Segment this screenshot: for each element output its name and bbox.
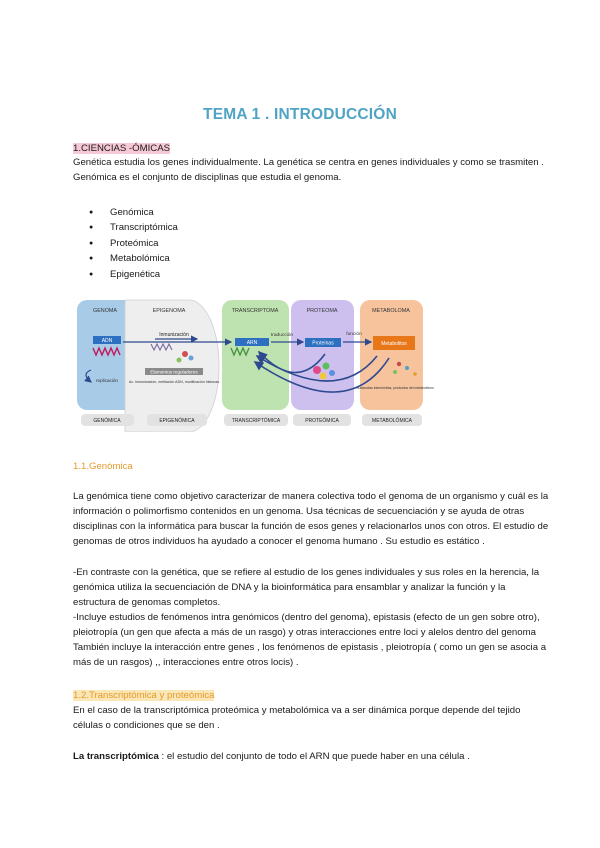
- epigenoma-panel: [125, 300, 219, 432]
- bottom-label: METABOLÓMICA: [372, 418, 412, 424]
- inmunizacion-label: Inmunización: [159, 332, 189, 338]
- omics-bullet-list: [73, 205, 178, 282]
- adn-label: ADN: [101, 338, 113, 344]
- definition-text: : el estudio del conjunto de todo el ARN que puede haber en una célula .: [158, 751, 470, 762]
- definition-term: La transcriptómica: [73, 751, 159, 762]
- paragraph-line: -En contraste con la genética, que se refiere al estudio de los genes individuales y sus roles en la herencia, la: [73, 567, 540, 578]
- column-title: PROTEOMA: [306, 308, 338, 314]
- proteinas-label: Proteínas: [312, 340, 334, 347]
- paragraph-line: En el caso de la transcriptómica proteómica y metabolómica va a ser dinámica porque depende del tejido: [73, 705, 521, 716]
- traduccion-label: traducción: [270, 333, 294, 338]
- section-heading-omicas: 1.CIENCIAS -ÓMICAS: [73, 143, 171, 154]
- paragraph-line: Genética estudia los genes individualmente. La genética se centra en genes individuales y como se trasmiten .: [73, 157, 544, 168]
- column-title: GENOMA: [93, 308, 117, 314]
- metabolome-note: Sustancias intermedias, productos del metabolismo: [356, 386, 434, 390]
- column-title: EPIGENOMA: [152, 308, 186, 314]
- list-item: ● Genómica: [73, 205, 178, 220]
- paragraph-line: La genómica tiene como objetivo caracterizar de manera colectiva todo el genoma de un organismo y cuál es la: [73, 491, 549, 502]
- list-item: ● Metabolómica: [73, 251, 178, 266]
- paragraph-line: También incluye la interacción entre genes , los fenómenos de epistasis , pleiotropía ( como un gen se asocia a: [73, 642, 547, 653]
- list-item: ● Proteómica: [73, 236, 178, 251]
- epigenome-note: Ac. Inmunización, metilación ADN, modificación histonas: [128, 380, 220, 384]
- definition-transcriptomica: [73, 750, 470, 765]
- paragraph-line: estructura de genomas completos.: [73, 597, 221, 608]
- omics-diagram: [77, 296, 434, 432]
- funcion-label: función: [346, 332, 362, 337]
- bottom-label: EPIGENÓMICA: [159, 418, 195, 424]
- metaboloma-panel: [360, 300, 423, 410]
- metabolitos-label: Metabolitos: [381, 341, 407, 347]
- column-title: TRANSCRIPTOMA: [231, 308, 279, 314]
- list-item: ● Epigenética: [73, 267, 178, 282]
- elementos-label: Elementos reguladores: [150, 369, 198, 375]
- paragraph-line: Genómica es el conjunto de disciplinas que estudia el genoma.: [73, 172, 342, 183]
- paragraph-line: más de un rasgos) ,, interacciones entre otros locis) .: [73, 657, 299, 668]
- paragraph-line: pleiotropía (un gen que afecta a más de un rasgo) y otras interacciones entre loci y alelos dentro del genoma: [73, 627, 536, 638]
- section-heading-transcriptomica: 1.2.Transcriptómica y proteómica: [73, 690, 215, 701]
- page-title: TEMA 1 . INTRODUCCIÓN: [203, 106, 397, 123]
- paragraph-line: células o condiciones que se den .: [73, 720, 220, 731]
- paragraph-line: genómica utiliza la secuenciación de DNA y la bioinformática para ensamblar y analizar la función y la: [73, 582, 506, 593]
- arn-label: ARN: [246, 340, 258, 346]
- paragraph-line: genomas de otros individuos ha ayudado a conocer el genoma humano . Su estudio es estático .: [73, 536, 485, 547]
- section-heading-genomica: 1.1.Genómica: [73, 461, 133, 472]
- bottom-label: PROTEÓMICA: [305, 418, 339, 424]
- bottom-label: TRANSCRIPTÓMICA: [231, 418, 281, 424]
- transcriptoma-panel: [222, 300, 289, 410]
- paragraph-line: información o polimorfismo contenidos en un genoma. Usa técnicas de secuenciación y se ayuda de otras: [73, 506, 525, 517]
- list-item: ● Transcriptómica: [73, 220, 178, 235]
- paragraph-line: disciplinas con la informática para buscar la función de esos genes y relacionarlos unos con otros. El estudio de: [73, 521, 549, 532]
- replicacion-label: replicación: [96, 378, 118, 383]
- proteoma-panel: [291, 300, 354, 410]
- paragraph-line: -Incluye estudios de fenómenos intra genómicos (dentro del genoma), epistasis (efecto de un gen sobre otro),: [73, 612, 540, 623]
- column-title: METABOLOMA: [372, 308, 410, 314]
- bottom-label: GENÓMICA: [93, 418, 121, 424]
